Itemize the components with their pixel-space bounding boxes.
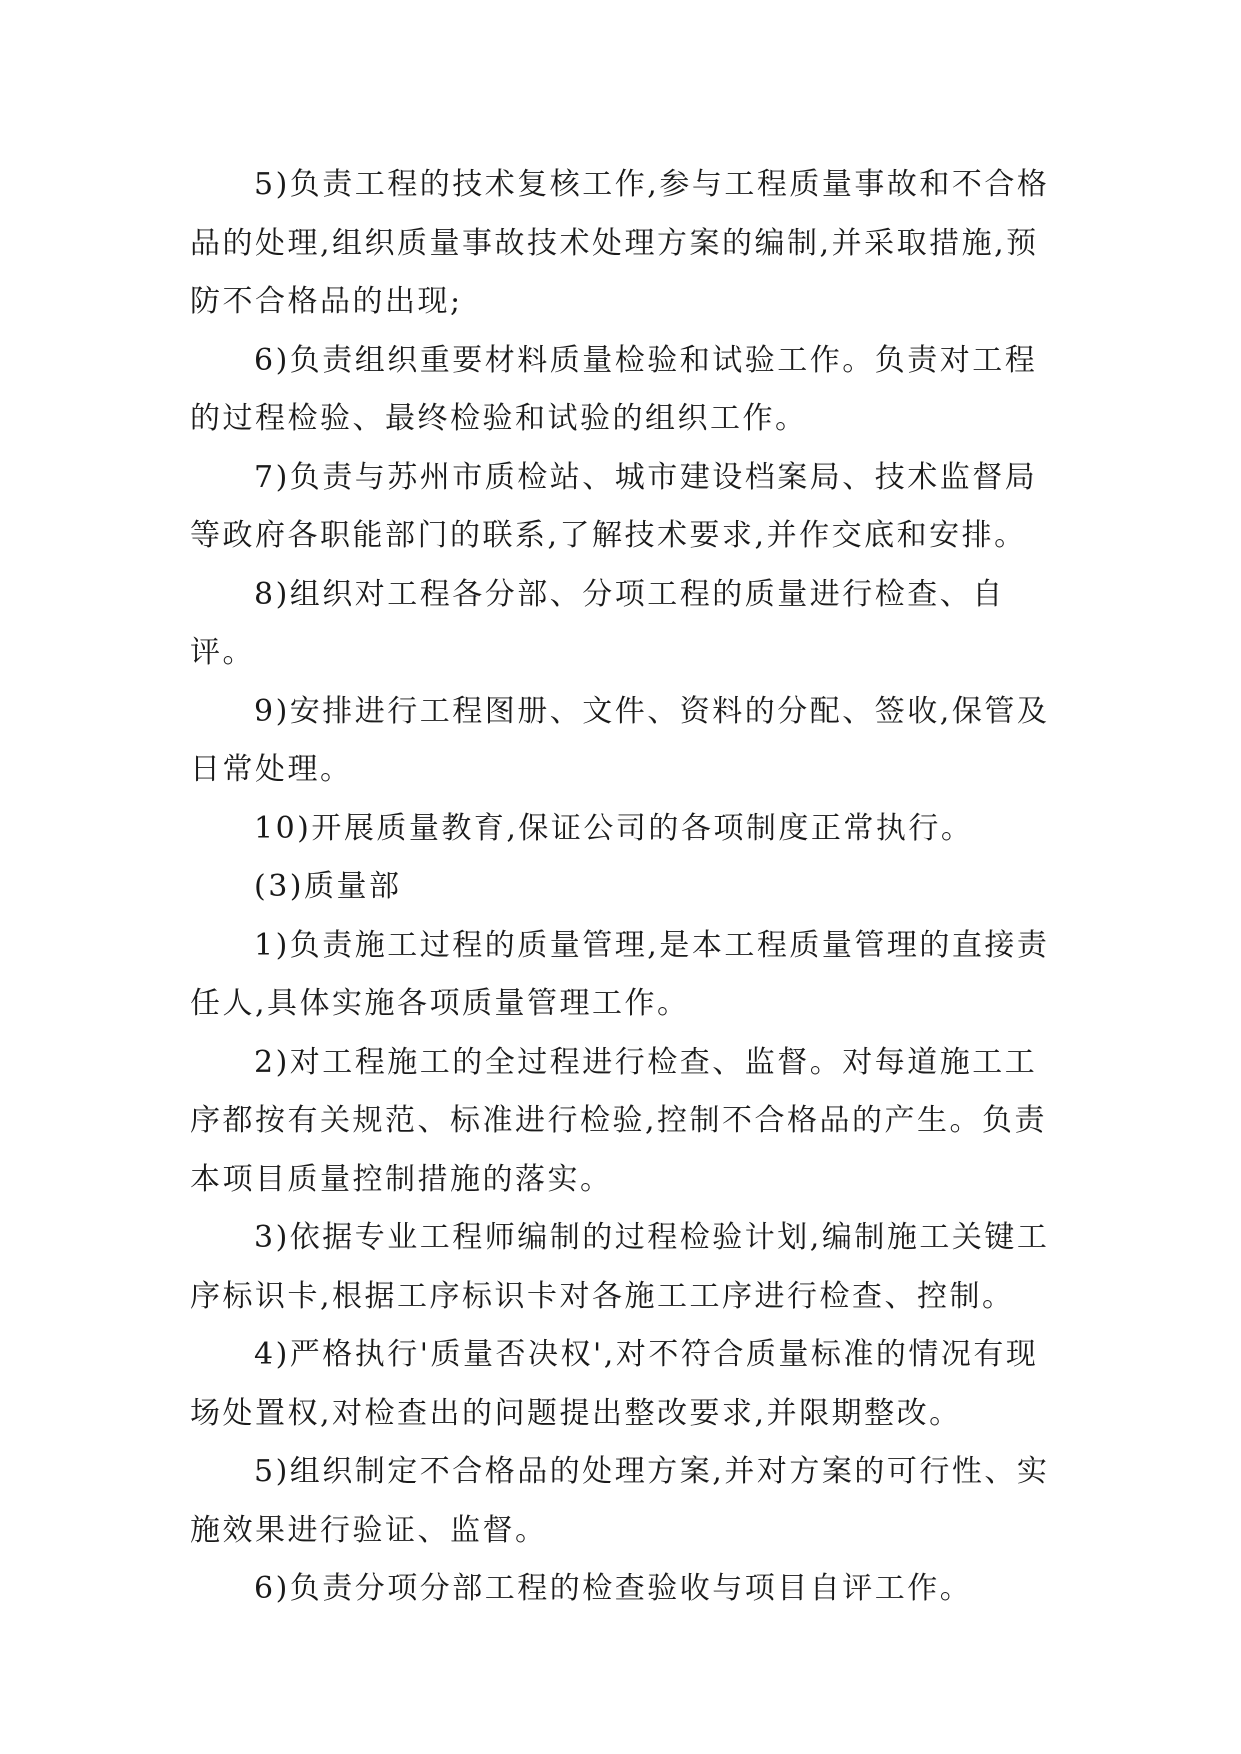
paragraph: 6)负责组织重要材料质量检验和试验工作。负责对工程的过程检验、最终检验和试验的组织工作。 bbox=[190, 342, 1038, 436]
paragraph: 9)安排进行工程图册、文件、资料的分配、签收,保管及日常处理。 bbox=[190, 693, 1050, 787]
paragraph: 3)依据专业工程师编制的过程检验计划,编制施工关键工序标识卡,根据工序标识卡对各施工工序进行检查、控制。 bbox=[190, 1220, 1050, 1314]
paragraph: 10)开展质量教育,保证公司的各项制度正常执行。 bbox=[254, 810, 974, 846]
paragraph: 7)负责与苏州市质检站、城市建设档案局、技术监督局等政府各职能部门的联系,了解技术要求,并作交底和安排。 bbox=[190, 459, 1038, 553]
paragraph: 1)负责施工过程的质量管理,是本工程质量管理的直接责任人,具体实施各项质量管理工作。 bbox=[190, 927, 1050, 1021]
paragraph: 5)负责工程的技术复核工作,参与工程质量事故和不合格品的处理,组织质量事故技术处理方案的编制,并采取措施,预防不合格品的出现; bbox=[190, 167, 1050, 319]
paragraph: 4)严格执行'质量否决权',对不符合质量标准的情况有现场处置权,对检查出的问题提出整改要求,并限期整改。 bbox=[190, 1337, 1039, 1431]
paragraph: 5)组织制定不合格品的处理方案,并对方案的可行性、实施效果进行验证、监督。 bbox=[190, 1454, 1050, 1548]
section-heading: (3)质量部 bbox=[254, 869, 402, 904]
paragraph: 6)负责分项分部工程的检查验收与项目自评工作。 bbox=[254, 1571, 973, 1606]
paragraph: 8)组织对工程各分部、分项工程的质量进行检查、自评。 bbox=[190, 576, 1005, 670]
document-body bbox=[190, 156, 1060, 1619]
paragraph: 2)对工程施工的全过程进行检查、监督。对每道施工工序都按有关规范、标准进行检验,控制不合格品的产生。负责本项目质量控制措施的落实。 bbox=[190, 1044, 1048, 1197]
